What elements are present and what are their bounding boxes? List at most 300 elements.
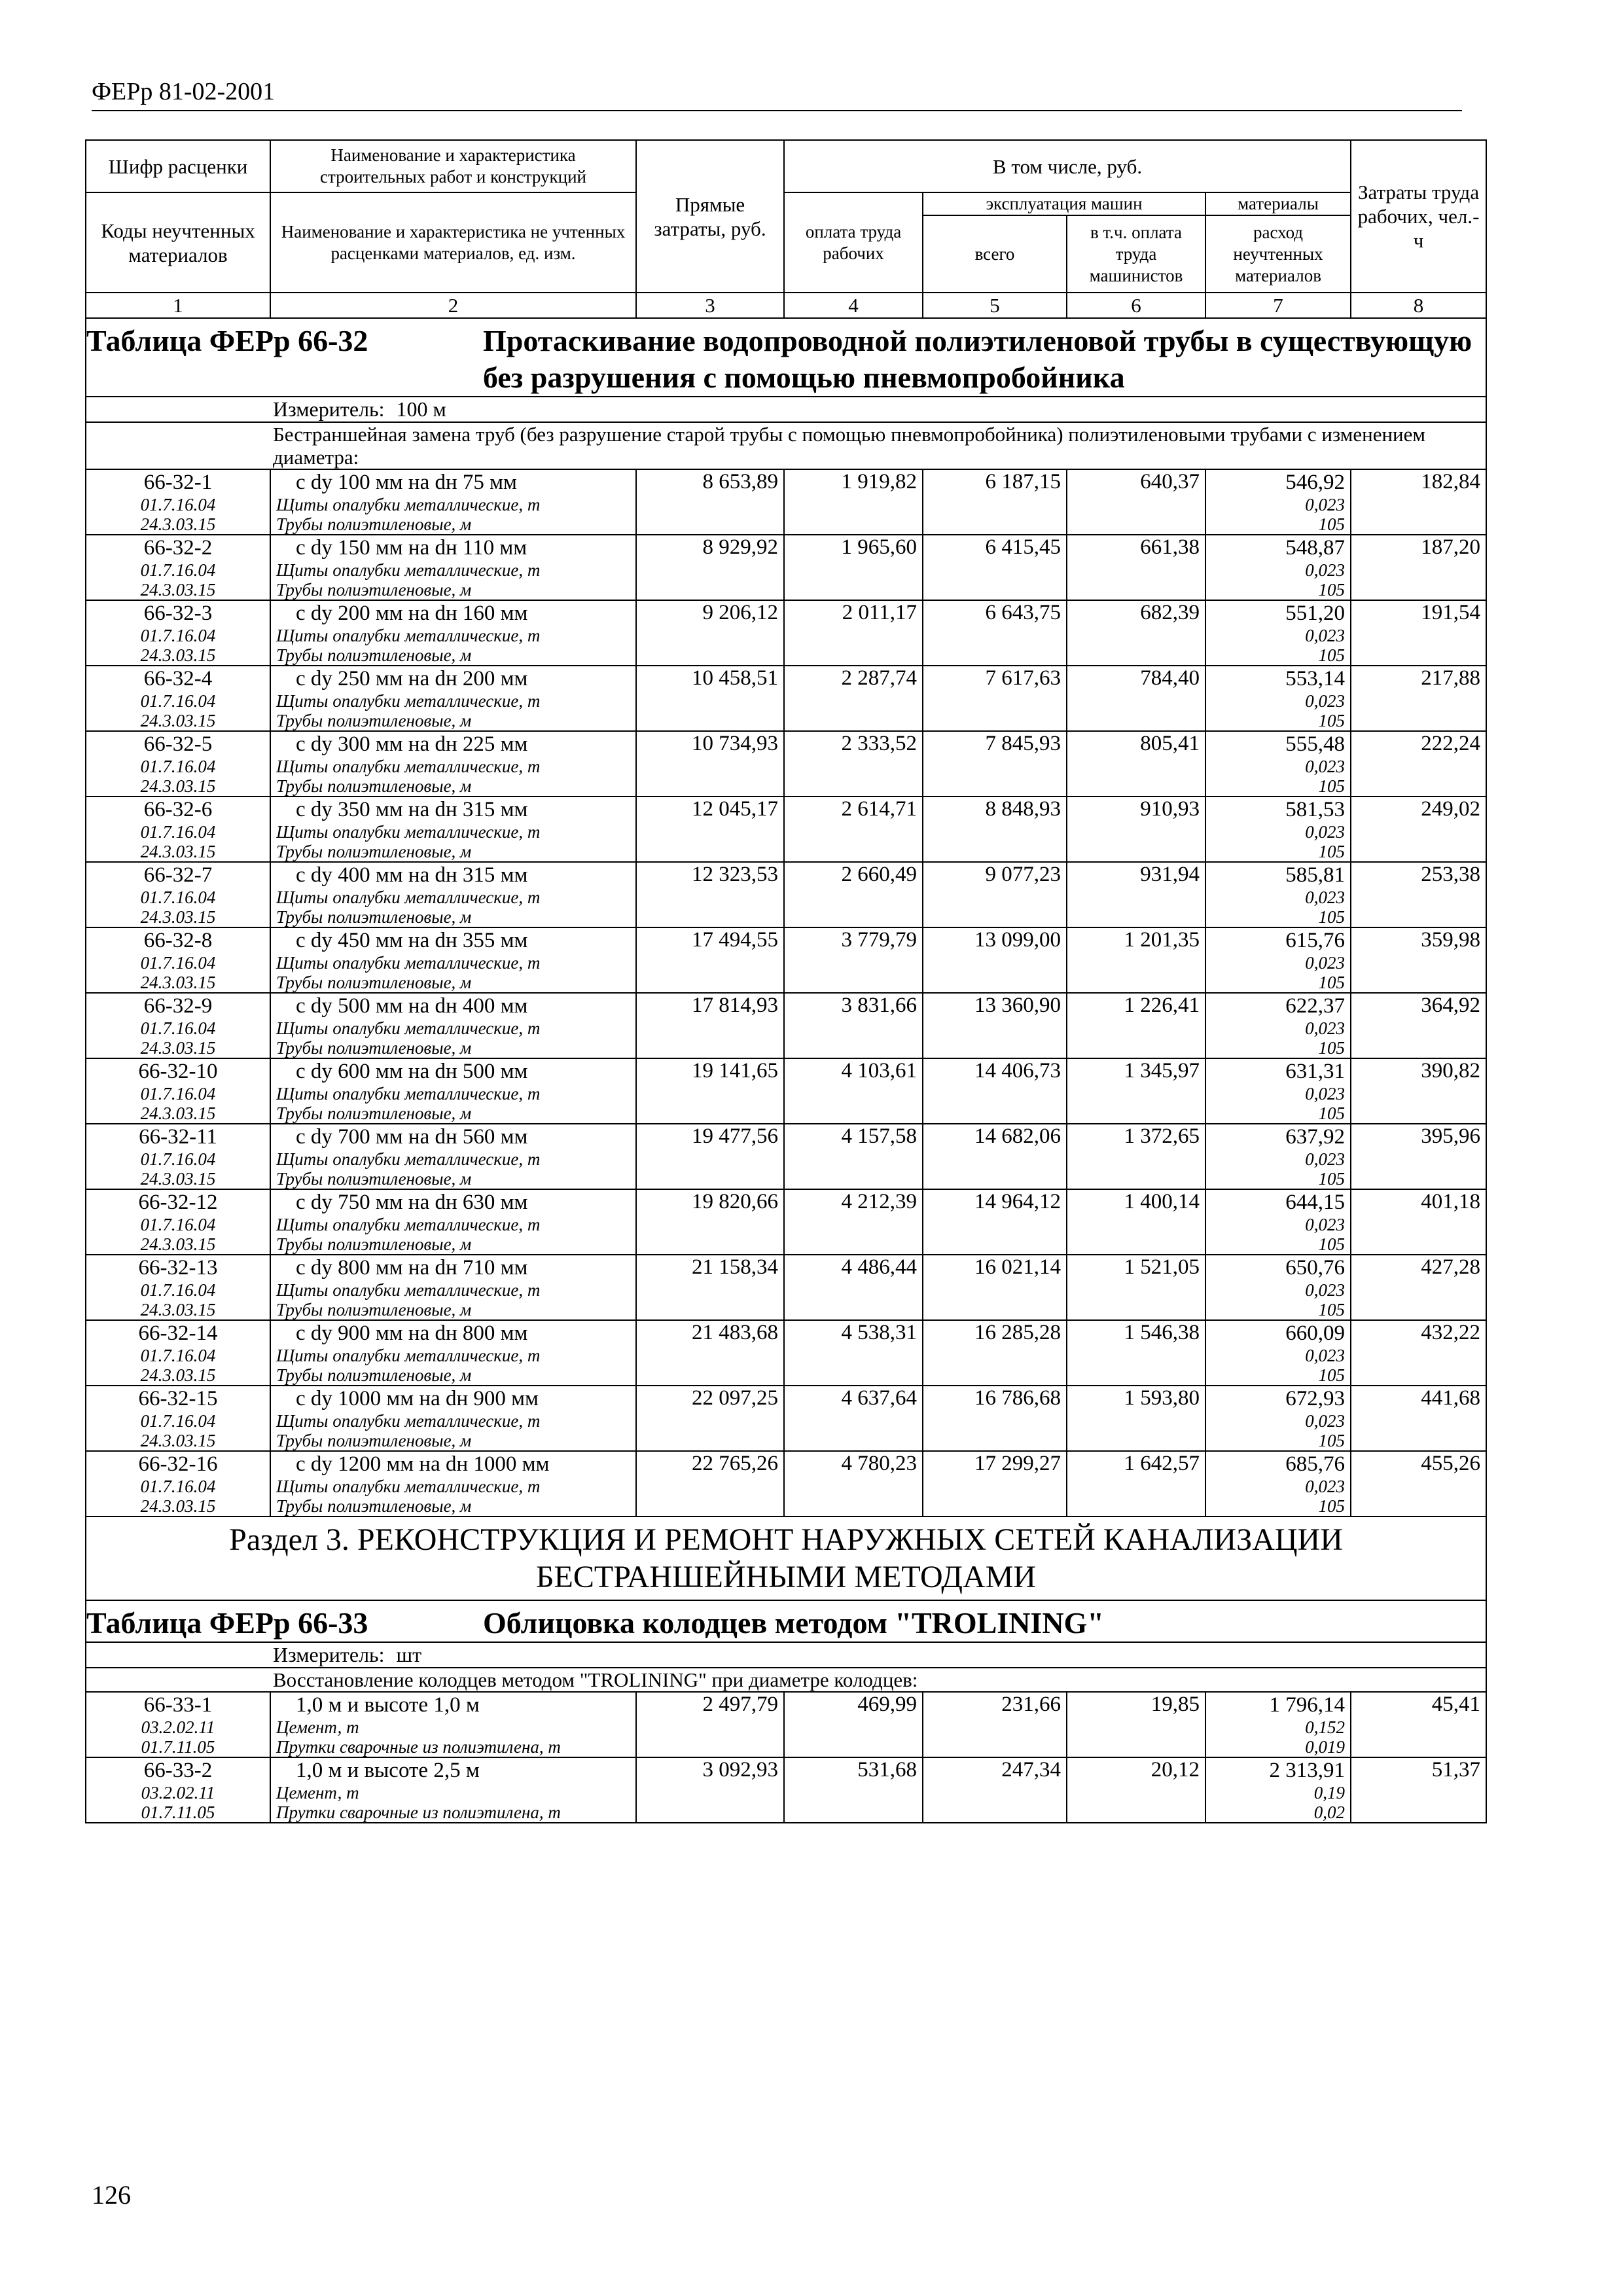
material-code: 24.3.03.15: [140, 1365, 216, 1385]
machine-wage-cost: 682,39: [1067, 600, 1205, 666]
header-machines: эксплуатация машин: [923, 192, 1205, 215]
labor-cost: 401,18: [1351, 1189, 1486, 1255]
rate-code: 66-32-6: [143, 798, 213, 821]
header-code: Шифр расценки: [86, 140, 270, 192]
header-materials: материалы: [1205, 192, 1351, 215]
rate-code-cell: [86, 1692, 270, 1757]
wage-cost: 4 486,44: [784, 1255, 923, 1320]
materials-cost: 631,31: [1285, 1060, 1346, 1083]
table-title-row: [86, 318, 1486, 397]
material-code: 03.2.02.11: [141, 1783, 215, 1803]
wage-cost: 2 333,52: [784, 731, 923, 797]
measure-label: Измеритель:: [273, 397, 385, 421]
description-row: [86, 1668, 1486, 1692]
rate-name: с dy 400 мм на dн 315 мм: [296, 863, 528, 887]
machine-wage-cost: 1 593,80: [1067, 1386, 1205, 1451]
measure-value: шт: [396, 1643, 422, 1666]
material-qty: 105: [1318, 1496, 1346, 1516]
rate-name-cell: [270, 797, 636, 862]
material-name: Щиты опалубки металлические, т: [276, 1084, 541, 1103]
direct-cost: 19 820,66: [636, 1189, 784, 1255]
material-code: 01.7.16.04: [140, 691, 216, 711]
material-qty: 0,023: [1305, 953, 1346, 973]
labor-cost: 222,24: [1351, 731, 1486, 797]
material-qty: 0,023: [1305, 1346, 1346, 1365]
labor-cost: 187,20: [1351, 535, 1486, 600]
table-label: Таблица ФЕРр 66-32: [86, 324, 368, 357]
materials-cell: [1205, 993, 1351, 1058]
rate-code: 66-32-3: [143, 601, 213, 625]
section-title-line1: Раздел 3. РЕКОНСТРУКЦИЯ И РЕМОНТ НАРУЖНЫХ СЕТЕЙ КАНАЛИЗАЦИИ: [229, 1522, 1343, 1557]
rate-code: 66-32-15: [138, 1387, 218, 1410]
material-qty: 0,023: [1305, 626, 1346, 645]
rate-row: [86, 862, 1486, 927]
material-qty: 105: [1318, 580, 1346, 600]
rate-code-cell: [86, 1757, 270, 1823]
column-number: 3: [636, 293, 784, 318]
material-qty: 105: [1318, 973, 1346, 992]
rate-code-cell: [86, 535, 270, 600]
machine-cost: 7 845,93: [923, 731, 1067, 797]
machine-wage-cost: 661,38: [1067, 535, 1205, 600]
machine-cost: 6 643,75: [923, 600, 1067, 666]
machine-wage-cost: 1 201,35: [1067, 927, 1205, 993]
material-qty: 0,023: [1305, 560, 1346, 580]
material-name: Трубы полиэтиленовые, м: [276, 1234, 472, 1254]
material-name: Прутки сварочные из полиэтилена, т: [276, 1803, 561, 1822]
material-name: Трубы полиэтиленовые, м: [276, 776, 472, 796]
description-row: [86, 422, 1486, 469]
rate-code-cell: [86, 1320, 270, 1386]
machine-wage-cost: 20,12: [1067, 1757, 1205, 1823]
rate-code: 66-32-8: [143, 929, 213, 952]
rate-code-cell: [86, 666, 270, 731]
wage-cost: 2 614,71: [784, 797, 923, 862]
material-name: Щиты опалубки металлические, т: [276, 1149, 541, 1169]
materials-cost: 615,76: [1285, 929, 1346, 952]
header-labor: Затраты труда рабочих, чел.-ч: [1351, 140, 1486, 293]
materials-cost: 555,48: [1285, 732, 1346, 756]
material-qty: 0,023: [1305, 1215, 1346, 1234]
material-name: Щиты опалубки металлические, т: [276, 822, 541, 842]
materials-cell: [1205, 1451, 1351, 1516]
rate-row: [86, 469, 1486, 535]
rate-code-cell: [86, 1189, 270, 1255]
rate-name: с dy 600 мм на dн 500 мм: [296, 1060, 528, 1083]
wage-cost: 2 011,17: [784, 600, 923, 666]
materials-cost: 622,37: [1285, 994, 1346, 1018]
rate-code: 66-32-12: [138, 1191, 218, 1214]
material-qty: 105: [1318, 776, 1346, 796]
rate-code-cell: [86, 1386, 270, 1451]
rate-name-cell: [270, 1451, 636, 1516]
machine-wage-cost: 910,93: [1067, 797, 1205, 862]
materials-cost: 2 313,91: [1269, 1759, 1346, 1782]
material-name: Прутки сварочные из полиэтилена, т: [276, 1737, 561, 1757]
machine-wage-cost: 1 642,57: [1067, 1451, 1205, 1516]
labor-cost: 182,84: [1351, 469, 1486, 535]
rate-row: [86, 1386, 1486, 1451]
materials-cell: [1205, 1255, 1351, 1320]
material-qty: 0,02: [1313, 1803, 1346, 1822]
column-number: 8: [1351, 293, 1486, 318]
machine-cost: 6 187,15: [923, 469, 1067, 535]
material-code: 24.3.03.15: [140, 711, 216, 730]
rate-code: 66-32-5: [143, 732, 213, 756]
machine-wage-cost: 1 372,65: [1067, 1124, 1205, 1189]
rate-code-cell: [86, 797, 270, 862]
machine-wage-cost: 784,40: [1067, 666, 1205, 731]
material-qty: 0,023: [1305, 888, 1346, 907]
machine-cost: 17 299,27: [923, 1451, 1067, 1516]
wage-cost: 3 831,66: [784, 993, 923, 1058]
measure-value: 100 м: [396, 397, 446, 421]
rate-code: 66-32-11: [139, 1125, 217, 1149]
materials-cost: 553,14: [1285, 667, 1346, 691]
header-direct-costs: Прямые затраты, руб.: [636, 140, 784, 293]
materials-cost: 1 796,14: [1269, 1693, 1346, 1717]
direct-cost: 22 765,26: [636, 1451, 784, 1516]
direct-cost: 19 141,65: [636, 1058, 784, 1124]
wage-cost: 3 779,79: [784, 927, 923, 993]
material-qty: 0,023: [1305, 691, 1346, 711]
header-divider: [92, 110, 1462, 111]
rate-name-cell: [270, 1124, 636, 1189]
rate-row: [86, 797, 1486, 862]
machine-cost: 14 964,12: [923, 1189, 1067, 1255]
material-code: 01.7.16.04: [140, 560, 216, 580]
material-code: 24.3.03.15: [140, 1496, 216, 1516]
rate-row: [86, 1320, 1486, 1386]
measure-row: [86, 1642, 1486, 1668]
material-qty: 0,023: [1305, 822, 1346, 842]
rate-row: [86, 535, 1486, 600]
rate-name-cell: [270, 666, 636, 731]
machine-wage-cost: 805,41: [1067, 731, 1205, 797]
rate-code: 66-32-1: [143, 471, 213, 494]
rate-code-cell: [86, 862, 270, 927]
material-code: 24.3.03.15: [140, 776, 216, 796]
rate-row: [86, 1189, 1486, 1255]
material-qty: 105: [1318, 514, 1346, 534]
table-title-row: [86, 1600, 1486, 1642]
material-code: 24.3.03.15: [140, 907, 216, 927]
rate-row: [86, 600, 1486, 666]
rate-code: 66-32-13: [138, 1256, 218, 1280]
machine-cost: 6 415,45: [923, 535, 1067, 600]
rate-code: 66-33-1: [143, 1693, 213, 1717]
rate-name: с dy 300 мм на dн 225 мм: [296, 732, 528, 756]
rate-name-cell: [270, 1255, 636, 1320]
rate-row: [86, 1058, 1486, 1124]
material-code: 24.3.03.15: [140, 514, 216, 534]
material-code: 01.7.16.04: [140, 495, 216, 514]
materials-cost: 581,53: [1285, 798, 1346, 821]
rate-name: с dy 350 мм на dн 315 мм: [296, 798, 528, 821]
rate-name: с dy 800 мм на dн 710 мм: [296, 1256, 528, 1280]
column-number: 6: [1067, 293, 1205, 318]
rate-name-cell: [270, 1189, 636, 1255]
material-qty: 105: [1318, 1103, 1346, 1123]
wage-cost: 1 919,82: [784, 469, 923, 535]
material-code: 24.3.03.15: [140, 973, 216, 992]
rate-name: с dy 100 мм на dн 75 мм: [296, 471, 517, 494]
rate-row: [86, 1757, 1486, 1823]
material-code: 24.3.03.15: [140, 1103, 216, 1123]
material-code: 01.7.16.04: [140, 822, 216, 842]
material-name: Трубы полиэтиленовые, м: [276, 580, 472, 600]
direct-cost: 9 206,12: [636, 600, 784, 666]
header-mat-sub: расход неучтенных материалов: [1205, 215, 1351, 293]
materials-cell: [1205, 1320, 1351, 1386]
material-name: Трубы полиэтиленовые, м: [276, 514, 472, 534]
direct-cost: 8 929,92: [636, 535, 784, 600]
material-code: 24.3.03.15: [140, 1300, 216, 1319]
material-name: Щиты опалубки металлические, т: [276, 691, 541, 711]
rate-row: [86, 1451, 1486, 1516]
materials-cost: 650,76: [1285, 1256, 1346, 1280]
direct-cost: 2 497,79: [636, 1692, 784, 1757]
rate-row: [86, 1255, 1486, 1320]
header-code-sub: Коды неучтенных материалов: [86, 192, 270, 293]
machine-cost: 14 406,73: [923, 1058, 1067, 1124]
material-qty: 0,023: [1305, 1280, 1346, 1300]
material-name: Трубы полиэтиленовые, м: [276, 1300, 472, 1319]
rate-code: 66-32-9: [143, 994, 213, 1018]
machine-cost: 16 021,14: [923, 1255, 1067, 1320]
machine-cost: 231,66: [923, 1692, 1067, 1757]
rate-row: [86, 1692, 1486, 1757]
rate-row: [86, 927, 1486, 993]
rate-code: 66-32-2: [143, 536, 213, 560]
material-name: Трубы полиэтиленовые, м: [276, 907, 472, 927]
machine-wage-cost: 1 546,38: [1067, 1320, 1205, 1386]
rate-code-cell: [86, 600, 270, 666]
rate-name-cell: [270, 1058, 636, 1124]
materials-cell: [1205, 1058, 1351, 1124]
wage-cost: 4 538,31: [784, 1320, 923, 1386]
direct-cost: 10 734,93: [636, 731, 784, 797]
direct-cost: 12 323,53: [636, 862, 784, 927]
rate-name: с dy 500 мм на dн 400 мм: [296, 994, 528, 1018]
material-name: Щиты опалубки металлические, т: [276, 953, 541, 973]
rate-code: 66-32-7: [143, 863, 213, 887]
wage-cost: 2 660,49: [784, 862, 923, 927]
material-name: Щиты опалубки металлические, т: [276, 1346, 541, 1365]
rate-name-cell: [270, 993, 636, 1058]
material-qty: 105: [1318, 711, 1346, 730]
materials-cost: 585,81: [1285, 863, 1346, 887]
material-name: Щиты опалубки металлические, т: [276, 757, 541, 776]
rate-name-cell: [270, 927, 636, 993]
header-wage: оплата труда рабочих: [784, 192, 923, 293]
machine-wage-cost: 1 345,97: [1067, 1058, 1205, 1124]
rate-name: с dy 700 мм на dн 560 мм: [296, 1125, 528, 1149]
material-qty: 105: [1318, 1234, 1346, 1254]
section-title-line2: БЕСТРАНШЕЙНЫМИ МЕТОДАМИ: [535, 1560, 1037, 1594]
material-qty: 105: [1318, 907, 1346, 927]
labor-cost: 359,98: [1351, 927, 1486, 993]
material-code: 24.3.03.15: [140, 1038, 216, 1058]
labor-cost: 441,68: [1351, 1386, 1486, 1451]
materials-cell: [1205, 1189, 1351, 1255]
direct-cost: 21 483,68: [636, 1320, 784, 1386]
rate-code-cell: [86, 927, 270, 993]
direct-cost: 22 097,25: [636, 1386, 784, 1451]
material-name: Трубы полиэтиленовые, м: [276, 645, 472, 665]
table-title: Протаскивание водопроводной полиэтиленовой трубы в существующую без разрушения с помощью пневмопробойника: [483, 324, 1472, 394]
rate-code: 66-32-10: [138, 1060, 218, 1083]
direct-cost: 21 158,34: [636, 1255, 784, 1320]
materials-cell: [1205, 1124, 1351, 1189]
rate-name: с dy 1000 мм на dн 900 мм: [296, 1387, 539, 1410]
material-name: Трубы полиэтиленовые, м: [276, 1365, 472, 1385]
wage-cost: 4 103,61: [784, 1058, 923, 1124]
material-name: Щиты опалубки металлические, т: [276, 626, 541, 645]
rate-name-cell: [270, 600, 636, 666]
measure-row: [86, 397, 1486, 422]
header-including: В том числе, руб.: [784, 140, 1351, 192]
labor-cost: 217,88: [1351, 666, 1486, 731]
rate-code-cell: [86, 1058, 270, 1124]
material-qty: 105: [1318, 1365, 1346, 1385]
material-name: Трубы полиэтиленовые, м: [276, 711, 472, 730]
table-description: Бестраншейная замена труб (без разрушение старой трубы с помощью пневмопробойника) полиэтиленовыми трубами с изменением диаметра:: [86, 422, 1486, 469]
materials-cell: [1205, 1757, 1351, 1823]
materials-cell: [1205, 600, 1351, 666]
direct-cost: 17 494,55: [636, 927, 784, 993]
material-code: 24.3.03.15: [140, 1169, 216, 1189]
materials-cost: 637,92: [1285, 1125, 1346, 1149]
material-code: 24.3.03.15: [140, 1234, 216, 1254]
machine-cost: 16 786,68: [923, 1386, 1067, 1451]
material-code: 01.7.16.04: [140, 1346, 216, 1365]
material-qty: 105: [1318, 645, 1346, 665]
machine-cost: 16 285,28: [923, 1320, 1067, 1386]
materials-cost: 551,20: [1285, 601, 1346, 625]
rate-name: 1,0 м и высоте 2,5 м: [296, 1759, 480, 1782]
machine-wage-cost: 931,94: [1067, 862, 1205, 927]
rate-row: [86, 1124, 1486, 1189]
rate-code-cell: [86, 469, 270, 535]
rate-name-cell: [270, 469, 636, 535]
material-code: 03.2.02.11: [141, 1717, 215, 1737]
rate-row: [86, 731, 1486, 797]
rate-name: с dy 450 мм на dн 355 мм: [296, 929, 528, 952]
materials-cell: [1205, 469, 1351, 535]
labor-cost: 51,37: [1351, 1757, 1486, 1823]
rate-name-cell: [270, 1320, 636, 1386]
material-name: Щиты опалубки металлические, т: [276, 1411, 541, 1431]
material-name: Трубы полиэтиленовые, м: [276, 1038, 472, 1058]
materials-cell: [1205, 535, 1351, 600]
material-code: 01.7.16.04: [140, 1477, 216, 1496]
rate-name: с dy 1200 мм на dн 1000 мм: [296, 1452, 550, 1476]
rate-code: 66-32-16: [138, 1452, 218, 1476]
direct-cost: 12 045,17: [636, 797, 784, 862]
machine-cost: 13 360,90: [923, 993, 1067, 1058]
material-qty: 0,023: [1305, 1084, 1346, 1103]
direct-cost: 10 458,51: [636, 666, 784, 731]
labor-cost: 427,28: [1351, 1255, 1486, 1320]
material-qty: 105: [1318, 1169, 1346, 1189]
material-name: Щиты опалубки металлические, т: [276, 1477, 541, 1496]
column-numbers-row: [86, 293, 1486, 318]
table-title: Облицовка колодцев методом "TROLINING": [483, 1606, 1104, 1640]
header-name-sub: Наименование и характеристика не учтенных расценками материалов, ед. изм.: [270, 192, 636, 293]
direct-cost: 3 092,93: [636, 1757, 784, 1823]
material-code: 01.7.16.04: [140, 1149, 216, 1169]
material-qty: 0,152: [1305, 1717, 1346, 1737]
rate-code: 66-33-2: [143, 1759, 213, 1782]
table-description: Восстановление колодцев методом "TROLINING" при диаметре колодцев:: [86, 1668, 1486, 1692]
material-name: Щиты опалубки металлические, т: [276, 1280, 541, 1300]
column-number: 4: [784, 293, 923, 318]
material-qty: 105: [1318, 1038, 1346, 1058]
materials-cell: [1205, 927, 1351, 993]
wage-cost: 1 965,60: [784, 535, 923, 600]
labor-cost: 432,22: [1351, 1320, 1486, 1386]
wage-cost: 4 157,58: [784, 1124, 923, 1189]
material-code: 01.7.16.04: [140, 1084, 216, 1103]
header-mach-total: всего: [923, 215, 1067, 293]
wage-cost: 2 287,74: [784, 666, 923, 731]
rate-name: с dy 750 мм на dн 630 мм: [296, 1191, 528, 1214]
wage-cost: 469,99: [784, 1692, 923, 1757]
rate-code-cell: [86, 993, 270, 1058]
measure-label: Измеритель:: [273, 1643, 385, 1666]
rate-name-cell: [270, 1692, 636, 1757]
material-name: Щиты опалубки металлические, т: [276, 495, 541, 514]
column-number: 5: [923, 293, 1067, 318]
table-label: Таблица ФЕРр 66-33: [86, 1606, 368, 1640]
materials-cell: [1205, 1386, 1351, 1451]
material-code: 01.7.11.05: [141, 1803, 215, 1822]
rate-code: 66-32-14: [138, 1321, 218, 1345]
header-mach-wage: в т.ч. оплата труда машинистов: [1067, 215, 1205, 293]
section-row: [86, 1516, 1486, 1600]
material-qty: 0,023: [1305, 1411, 1346, 1431]
direct-cost: 8 653,89: [636, 469, 784, 535]
material-code: 24.3.03.15: [140, 1431, 216, 1450]
labor-cost: 395,96: [1351, 1124, 1486, 1189]
material-code: 01.7.16.04: [140, 1280, 216, 1300]
material-qty: 105: [1318, 1300, 1346, 1319]
machine-wage-cost: 1 226,41: [1067, 993, 1205, 1058]
material-name: Щиты опалубки металлические, т: [276, 1215, 541, 1234]
material-name: Щиты опалубки металлические, т: [276, 560, 541, 580]
rate-name-cell: [270, 1386, 636, 1451]
machine-cost: 247,34: [923, 1757, 1067, 1823]
machine-wage-cost: 1 400,14: [1067, 1189, 1205, 1255]
material-name: Трубы полиэтиленовые, м: [276, 1496, 472, 1516]
material-name: Цемент, т: [276, 1783, 359, 1803]
material-code: 01.7.16.04: [140, 626, 216, 645]
material-qty: 0,19: [1313, 1783, 1346, 1803]
materials-cell: [1205, 797, 1351, 862]
rate-code: 66-32-4: [143, 667, 213, 691]
column-number: 1: [86, 293, 270, 318]
materials-cost: 644,15: [1285, 1191, 1346, 1214]
labor-cost: 455,26: [1351, 1451, 1486, 1516]
material-name: Цемент, т: [276, 1717, 359, 1737]
wage-cost: 4 637,64: [784, 1386, 923, 1451]
machine-cost: 14 682,06: [923, 1124, 1067, 1189]
material-code: 01.7.16.04: [140, 1411, 216, 1431]
rate-name: с dy 250 мм на dн 200 мм: [296, 667, 528, 691]
column-number: 7: [1205, 293, 1351, 318]
labor-cost: 390,82: [1351, 1058, 1486, 1124]
